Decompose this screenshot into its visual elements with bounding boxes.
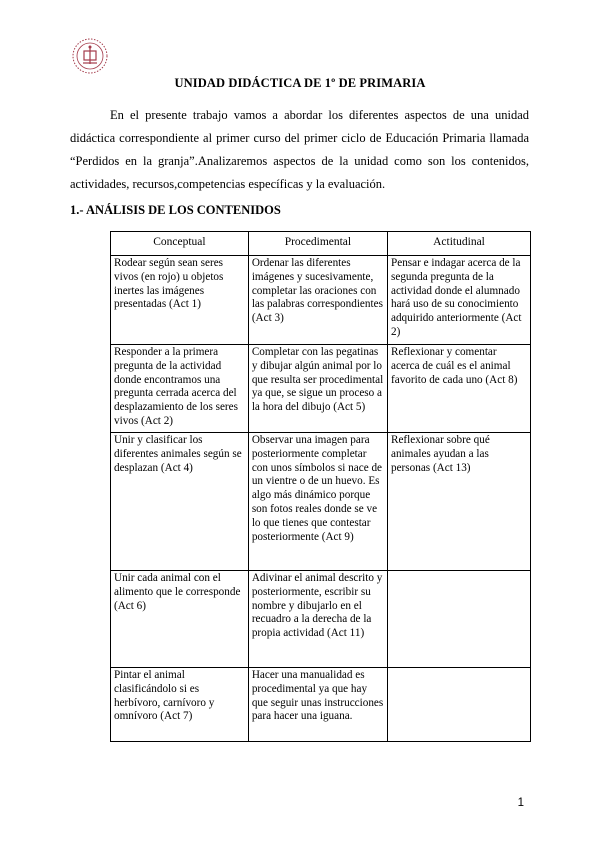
- cell-procedimental: Ordenar las diferentes imágenes y sucesivamente, completar las oraciones con las palabras correspondientes (Act 3): [248, 256, 387, 345]
- cell-procedimental: Completar con las pegatinas y dibujar algún animal por lo que resulta ser procedimental ya que, se sigue un proceso a la hora del dibujo (Act 5): [248, 345, 387, 433]
- cell-conceptual: Unir cada animal con el alimento que le corresponde (Act 6): [111, 571, 249, 668]
- document-title: UNIDAD DIDÁCTICA DE 1º DE PRIMARIA: [174, 76, 426, 90]
- cell-procedimental: Observar una imagen para posteriormente completar con unos símbolos si nace de un vientre o de un huevo. Es algo más dinámico porque son fotos reales donde se ve lo que tienes que contestar posteriormente (Act 9): [248, 433, 387, 571]
- header-procedimental: Procedimental: [248, 232, 387, 256]
- table-row: [111, 571, 531, 668]
- table-row: [111, 256, 531, 345]
- table-header-row: [111, 232, 531, 256]
- cell-conceptual: Responder a la primera pregunta de la actividad donde encontramos una pregunta cerrada acerca del desplazamiento de los seres vivos (Act 2): [111, 345, 249, 433]
- cell-conceptual: Unir y clasificar los diferentes animales según se desplazan (Act 4): [111, 433, 249, 571]
- university-crest-logo: [70, 36, 110, 76]
- header-conceptual: Conceptual: [111, 232, 249, 256]
- header-actitudinal: Actitudinal: [388, 232, 531, 256]
- cell-conceptual: Rodear según sean seres vivos (en rojo) u objetos inertes las imágenes presentadas (Act 1): [111, 256, 249, 345]
- cell-actitudinal: [388, 668, 531, 742]
- table-row: [111, 668, 531, 742]
- cell-conceptual: Pintar el animal clasificándolo si es herbívoro, carnívoro y omnívoro (Act 7): [111, 668, 249, 742]
- cell-actitudinal: [388, 571, 531, 668]
- section-heading: 1.- ANÁLISIS DE LOS CONTENIDOS: [70, 203, 281, 217]
- cell-procedimental: Adivinar el animal descrito y posteriormente, escribir su nombre y dibujarlo en el recuadro a la derecha de la propia actividad (Act 11): [248, 571, 387, 668]
- cell-actitudinal: Reflexionar sobre qué animales ayudan a las personas (Act 13): [388, 433, 531, 571]
- contents-table: [110, 231, 531, 742]
- table-row: [111, 345, 531, 433]
- cell-actitudinal: Pensar e indagar acerca de la segunda pregunta de la actividad donde el alumnado hará uso de su conocimiento adquirido anteriormente (Act 2): [388, 256, 531, 345]
- table-row: [111, 433, 531, 571]
- cell-actitudinal: Reflexionar y comentar acerca de cuál es el animal favorito de cada uno (Act 8): [388, 345, 531, 433]
- page-number: 1: [517, 797, 524, 809]
- intro-paragraph: En el presente trabajo vamos a abordar los diferentes aspectos de una unidad didáctica correspondiente al primer curso del primer ciclo de Educación Primaria llamada “Perdidos en la granja”.Analizaremos aspectos de la unidad como son los contenidos, actividades, recursos,competencias específicas y la evaluación.: [70, 108, 529, 191]
- cell-procedimental: Hacer una manualidad es procedimental ya que hay que seguir unas instrucciones para hacer una iguana.: [248, 668, 387, 742]
